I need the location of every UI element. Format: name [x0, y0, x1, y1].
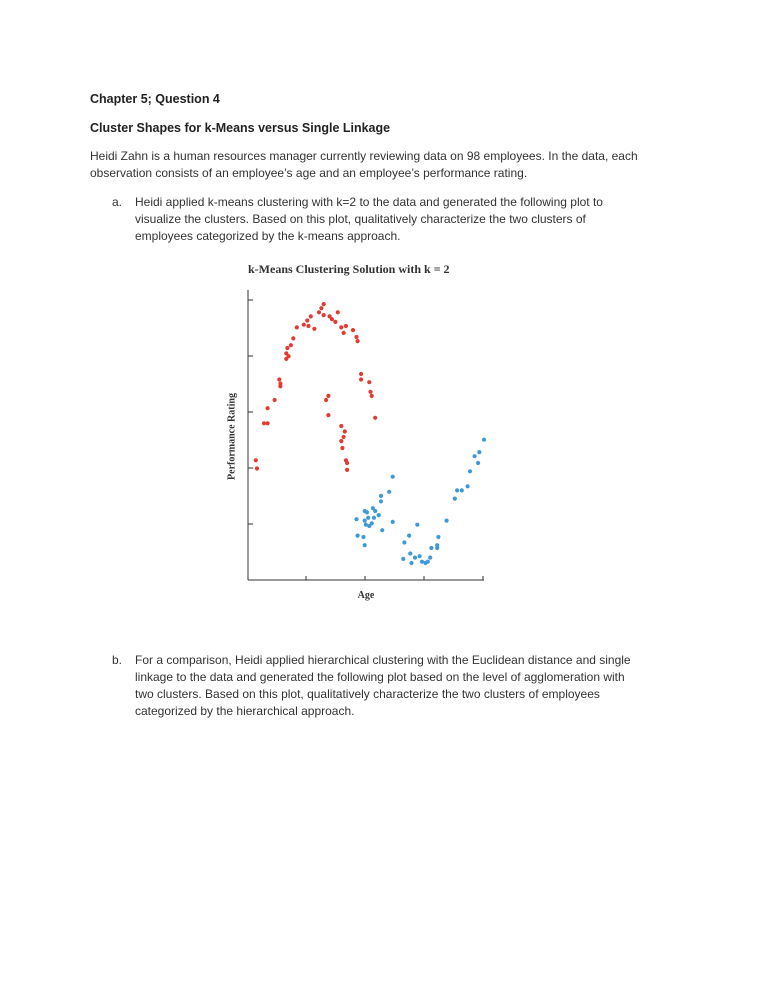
- cluster-1-point: [339, 325, 343, 329]
- cluster-1-point: [359, 377, 363, 381]
- cluster-2-point: [477, 450, 481, 454]
- cluster-1-point: [295, 325, 299, 329]
- cluster-1-point: [367, 380, 371, 384]
- cluster-2-point: [387, 490, 391, 494]
- cluster-2-point: [453, 497, 457, 501]
- cluster-1-point: [339, 424, 343, 428]
- cluster-2-point: [473, 454, 477, 458]
- cluster-2-point: [445, 519, 449, 523]
- cluster-2-point: [409, 561, 413, 565]
- cluster-1-point: [291, 336, 295, 340]
- part-a-line: visualize the clusters. Based on this plot, qualitatively characterize the two clusters of: [135, 212, 586, 226]
- cluster-1-point: [266, 421, 270, 425]
- cluster-1-point: [340, 446, 344, 450]
- cluster-1-point: [345, 461, 349, 465]
- cluster-2-point: [460, 488, 464, 492]
- cluster-1-point: [342, 331, 346, 335]
- cluster-1-point: [343, 429, 347, 433]
- part-b-marker: b.: [112, 653, 123, 667]
- cluster-1-point: [359, 372, 363, 376]
- cluster-1-point: [370, 394, 374, 398]
- cluster-2-point: [373, 509, 377, 513]
- cluster-1-point: [326, 394, 330, 398]
- part-a-line: Heidi applied k-means clustering with k=2 to the data and generated the following plot to: [135, 195, 603, 209]
- cluster-1-point: [322, 302, 326, 306]
- cluster-2-point: [372, 516, 376, 520]
- cluster-2-point: [476, 461, 480, 465]
- cluster-1-point: [356, 339, 360, 343]
- cluster-2-point: [379, 499, 383, 503]
- cluster-1-point: [285, 346, 289, 350]
- x-axis-label: Age: [357, 590, 375, 601]
- cluster-1-point: [255, 466, 259, 470]
- cluster-2-point: [379, 494, 383, 498]
- cluster-2-point: [366, 516, 370, 520]
- cluster-1-point: [278, 382, 282, 386]
- cluster-2-point: [428, 556, 432, 560]
- cluster-2-point: [482, 438, 486, 442]
- cluster-2-point: [364, 523, 368, 527]
- cluster-1-point: [306, 324, 310, 328]
- part-b-line: categorized by the hierarchical approach.: [135, 704, 355, 718]
- cluster-2-point: [363, 543, 367, 547]
- cluster-1-point: [266, 406, 270, 410]
- cluster-1-point: [345, 468, 349, 472]
- cluster-1-point: [344, 324, 348, 328]
- cluster-1-point: [289, 343, 293, 347]
- question-title: Cluster Shapes for k-Means versus Single Linkage: [90, 121, 391, 135]
- cluster-2-point: [354, 517, 358, 521]
- cluster-1-point: [309, 314, 313, 318]
- cluster-1-point: [326, 413, 330, 417]
- cluster-1-point: [312, 327, 316, 331]
- cluster-1-point: [342, 435, 346, 439]
- cluster-1-point: [317, 310, 321, 314]
- cluster-1-point: [351, 328, 355, 332]
- cluster-2-point: [391, 520, 395, 524]
- cluster-1-point: [305, 318, 309, 322]
- cluster-2-point: [436, 535, 440, 539]
- cluster-2-point: [356, 534, 360, 538]
- cluster-1-point: [302, 323, 306, 327]
- cluster-2-point: [435, 543, 439, 547]
- cluster-2-point: [408, 551, 412, 555]
- cluster-1-point: [336, 310, 340, 314]
- cluster-2-point: [361, 535, 365, 539]
- cluster-1-point: [322, 313, 326, 317]
- chapter-heading: Chapter 5; Question 4: [90, 92, 220, 106]
- part-b-line: linkage to the data and generated the following plot based on the level of agglomeration with: [135, 670, 625, 684]
- part-b-line: two clusters. Based on this plot, qualitatively characterize the two clusters of employees: [135, 687, 600, 701]
- cluster-2-point: [455, 488, 459, 492]
- cluster-2-point: [402, 540, 406, 544]
- part-b: [112, 652, 672, 720]
- cluster-2-point: [420, 560, 424, 564]
- cluster-2-point: [370, 521, 374, 525]
- cluster-2-point: [391, 475, 395, 479]
- cluster-1-point: [330, 317, 334, 321]
- part-a-marker: a.: [112, 195, 123, 209]
- cluster-2-point: [380, 528, 384, 532]
- y-axis-label: Performance Rating: [226, 393, 238, 480]
- cluster-1-point: [287, 354, 291, 358]
- cluster-2-point: [415, 523, 419, 527]
- part-b-text: [135, 652, 672, 720]
- cluster-1-point: [324, 398, 328, 402]
- cluster-2-point: [363, 519, 367, 523]
- part-b-line: For a comparison, Heidi applied hierarchical clustering with the Euclidean distance and single: [135, 653, 631, 667]
- cluster-1-point: [273, 398, 277, 402]
- cluster-2-point: [407, 534, 411, 538]
- cluster-2-point: [418, 554, 422, 558]
- cluster-2-point: [413, 556, 417, 560]
- cluster-2-point: [468, 469, 472, 473]
- cluster-1-point: [319, 306, 323, 310]
- cluster-2-point: [377, 513, 381, 517]
- intro-line: Heidi Zahn is a human resources manager currently reviewing data on 98 employees. In the data, each: [90, 149, 638, 163]
- cluster-1-point: [254, 458, 258, 462]
- chart-title: k-Means Clustering Solution with k = 2: [248, 262, 450, 276]
- cluster-1-point: [262, 421, 266, 425]
- part-a-line: employees categorized by the k-means approach.: [135, 229, 401, 243]
- cluster-1-point: [339, 439, 343, 443]
- cluster-1-point: [373, 416, 377, 420]
- cluster-2-point: [429, 546, 433, 550]
- cluster-1-point: [368, 390, 372, 394]
- cluster-1-point: [354, 335, 358, 339]
- cluster-1-point: [333, 320, 337, 324]
- cluster-1-point: [277, 377, 281, 381]
- cluster-2-point: [466, 484, 470, 488]
- intro-line: observation consists of an employee’s age and an employee’s performance rating.: [90, 166, 528, 180]
- cluster-2-point: [365, 510, 369, 514]
- cluster-2-point: [401, 557, 405, 561]
